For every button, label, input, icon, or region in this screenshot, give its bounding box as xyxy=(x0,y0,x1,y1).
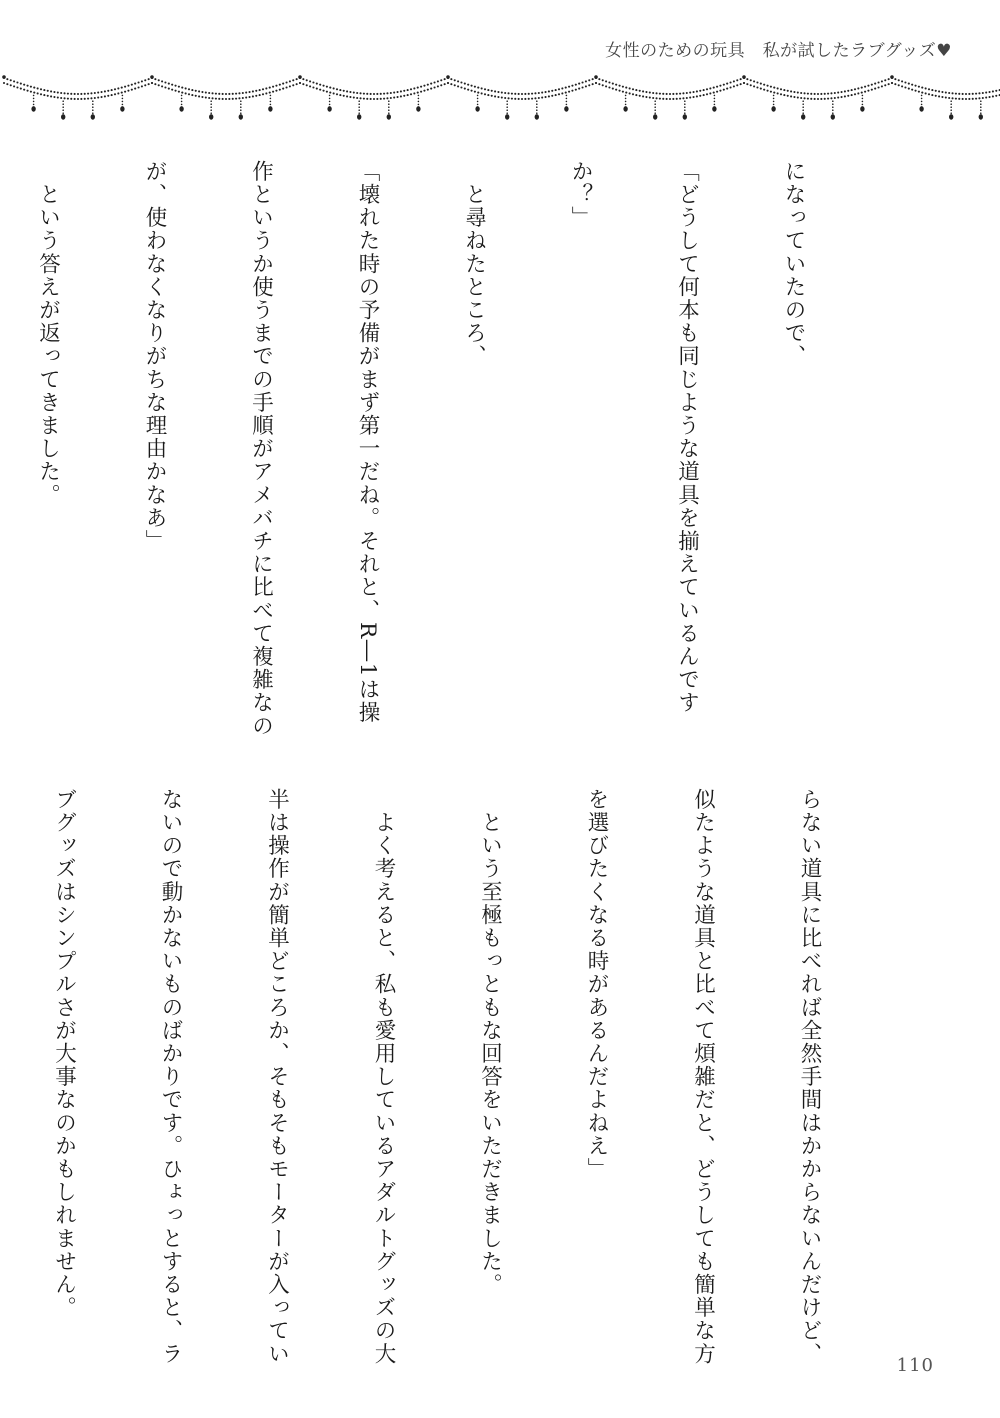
text-column: という至極もっともな回答をいただきました。 xyxy=(477,788,503,1297)
text-column: ブグッズはシンプルさが大事なのかもしれません。 xyxy=(51,788,77,1320)
text-column: 「壊れた時の予備がまず第一だね。それと、R―1は操 xyxy=(355,160,380,725)
text-column: と尋ねたところ、 xyxy=(461,160,487,368)
text-column: か？」 xyxy=(568,160,593,230)
text-column: 半は操作が簡単どころか、そもそもモーターが入ってい xyxy=(264,788,290,1366)
text-block-top xyxy=(0,160,882,738)
text-column: よく考えると、私も愛用しているアダルトグッズの大 xyxy=(371,788,396,1366)
text-column: が、使わなくなりがちな理由かなあ」 xyxy=(142,160,167,553)
text-block-bottom xyxy=(11,788,899,1366)
text-column: 「どうして何本も同じような道具を揃えているんです xyxy=(674,160,700,715)
text-column: という答えが返ってきました。 xyxy=(35,160,61,507)
text-column: 作というか使うまでの手順がアメバチに比べて複雑なの xyxy=(248,160,274,738)
text-column: になっていたので、 xyxy=(781,160,806,368)
page-number: 110 xyxy=(896,1355,934,1376)
text-column: を選びたくなる時があるんだよねえ」 xyxy=(584,788,609,1181)
text-column: ないので動かないものばかりです。ひょっとすると、ラ xyxy=(158,788,183,1366)
text-column: 似たような道具と比べて煩雑だと、どうしても簡単な方 xyxy=(690,788,716,1366)
text-column: らない道具に比べれば全然手間はかからないんだけど、 xyxy=(797,788,822,1366)
garland-ornament xyxy=(0,72,1000,142)
running-header: 女性のための玩具 私が試したラブグッズ♥ xyxy=(605,41,952,61)
